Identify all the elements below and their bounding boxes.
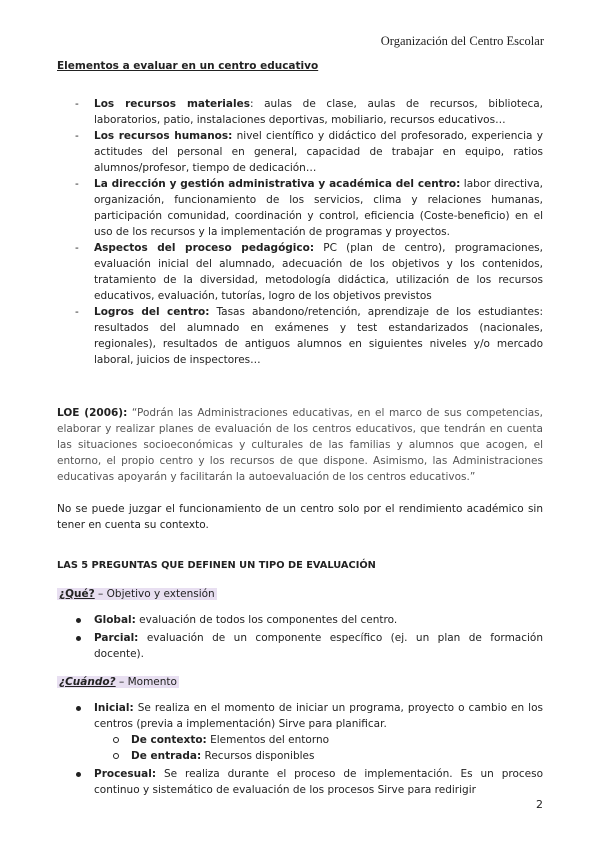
- item-text: PC (plan de centro), programaciones, evaluación inicial del alumnado, adecuación de los objetivos y los contenidos, tratamiento de la diversidad, metodología didáctica, utilización de los recursos educativos, evaluación, tutorías, logro de los objetivos previstos: [94, 242, 543, 302]
- list-item: [57, 176, 543, 240]
- bullet-icon: [76, 706, 81, 711]
- question-cuando-highlight: [57, 676, 179, 688]
- dash-marker: -: [75, 98, 79, 110]
- item-text: Elementos del entorno: [206, 734, 330, 746]
- page-content: [57, 58, 543, 800]
- list-item: [57, 96, 543, 128]
- running-header: Organización del Centro Escolar: [380, 34, 544, 48]
- cuando-list: [57, 700, 543, 798]
- item-text: nivel científico y didáctico del profesorado, experiencia y actitudes del personal en general, capacidad de trabajar en equipo, ratios alumnos/profesor, tiempo de dedicación…: [94, 130, 543, 174]
- circle-bullet-icon: [113, 737, 119, 743]
- item-label: Inicial:: [94, 702, 134, 714]
- item-text: evaluación de todos los componentes del centro.: [135, 614, 398, 626]
- item-text: Recursos disponibles: [201, 750, 315, 762]
- item-label: Procesual:: [94, 768, 157, 780]
- item-label: Global:: [94, 614, 136, 626]
- item-text: labor directiva, organización, funcionamiento de los servicios, clima y relaciones humanas, participación comunidad, coordinación y control, eficiencia (Coste-beneficio) en el uso de los recursos y la implementación de programas y proyectos.: [94, 178, 543, 238]
- elements-list: [57, 96, 543, 368]
- list-item: [57, 700, 543, 764]
- item-label: Logros del centro:: [94, 306, 210, 318]
- question-que: ¿Qué?: [59, 588, 95, 600]
- list-item: [57, 766, 543, 798]
- loe-quote: [57, 405, 543, 485]
- item-text: evaluación de un componente específico (ej. un plan de formación docente).: [94, 632, 543, 660]
- question-cuando-subtitle: – Momento: [115, 676, 177, 688]
- dash-marker: -: [75, 306, 79, 318]
- section-title-elementos: Elementos a evaluar en un centro educativo: [57, 60, 319, 72]
- item-label: De contexto:: [131, 734, 207, 746]
- list-item: [57, 240, 543, 304]
- item-text: Se realiza en el momento de iniciar un programa, proyecto o cambio en los centros (previa a implementación) Sirve para planificar.: [94, 702, 543, 730]
- list-item: [57, 630, 543, 662]
- item-label: Los recursos humanos:: [94, 130, 233, 142]
- item-text: Se realiza durante el proceso de implementación. Es un proceso continuo y sistemático de evaluación de los procesos Sirve para redirigir: [94, 768, 543, 796]
- bullet-icon: [76, 618, 81, 623]
- quote-text: “Podrán las Administraciones educativas, en el marco de sus competencias, elaborar y realizar planes de evaluación de los centros educativos, que tendrán en cuenta las situaciones socioeconómicas y culturales de las familias y alumnos que acogen, el entorno, el propio centro y los recursos de que dispone. Asimismo, las Administraciones educativas apoyarán y facilitarán la autoevaluación de los centros educativos.”: [57, 407, 543, 483]
- list-item: [57, 128, 543, 176]
- list-item: [57, 304, 543, 368]
- inicial-sublist: [94, 732, 543, 764]
- page-number: 2: [536, 798, 543, 811]
- item-label: Los recursos materiales: [94, 98, 250, 110]
- item-label: La dirección y gestión administrativa y académica del centro:: [94, 178, 461, 190]
- sub-list-item: [94, 732, 543, 748]
- quote-label: LOE (2006):: [57, 407, 128, 419]
- sub-list-item: [94, 748, 543, 764]
- bullet-icon: [76, 636, 81, 641]
- question-cuando: ¿Cuándo?: [59, 676, 116, 688]
- question-que-subtitle: – Objetivo y extensión: [94, 588, 215, 600]
- bullet-icon: [76, 772, 81, 777]
- item-text: Tasas abandono/retención, aprendizaje de los estudiantes: resultados del alumnado en exámenes y test estandarizados (nacionales, regionales), resultados de antiguos alumnos en siguientes niveles y/o mercado laboral, juicios de inspectores…: [94, 306, 543, 366]
- dash-marker: -: [75, 130, 79, 142]
- dash-marker: -: [75, 178, 79, 190]
- question-cuando-heading: [57, 674, 543, 690]
- list-item: [57, 612, 543, 628]
- question-que-highlight: [57, 588, 217, 600]
- item-text: : aulas de clase, aulas de recursos, biblioteca, laboratorios, patio, instalaciones deportivas, mobiliario, recursos educativos…: [94, 98, 543, 126]
- item-label: De entrada:: [131, 750, 202, 762]
- item-label: Parcial:: [94, 632, 139, 644]
- dash-marker: -: [75, 242, 79, 254]
- circle-bullet-icon: [113, 753, 119, 759]
- item-label: Aspectos del proceso pedagógico:: [94, 242, 315, 254]
- question-que-heading: [57, 586, 543, 602]
- context-note: No se puede juzgar el funcionamiento de un centro solo por el rendimiento académico sin tener en cuenta su contexto.: [57, 503, 543, 531]
- que-list: [57, 612, 543, 662]
- section-title-preguntas: LAS 5 PREGUNTAS QUE DEFINEN UN TIPO DE EVALUACIÓN: [57, 560, 376, 571]
